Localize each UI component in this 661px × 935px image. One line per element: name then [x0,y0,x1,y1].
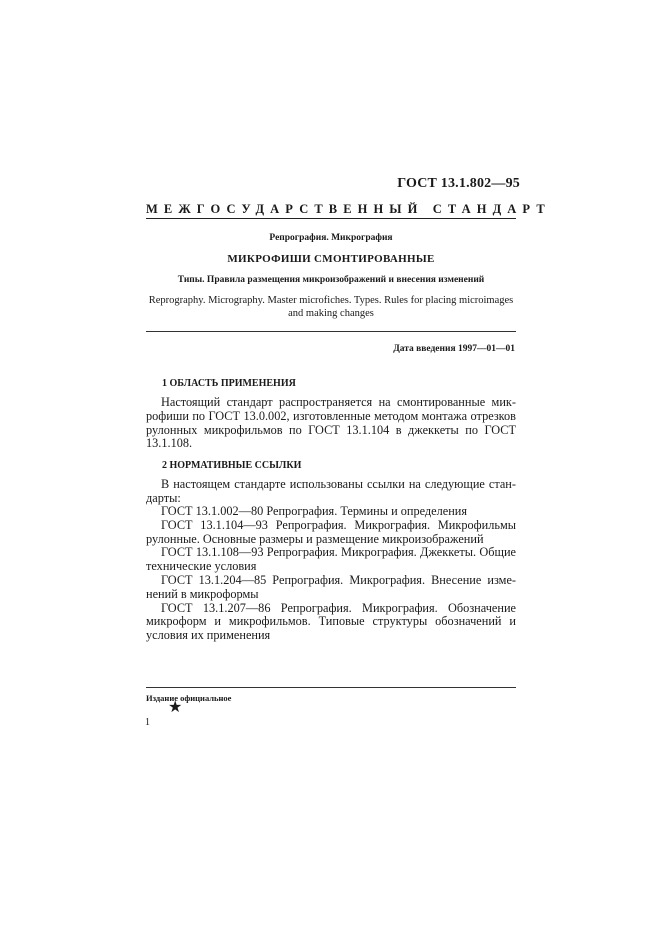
page-number: 1 [145,717,150,728]
subject-line: Репрография. Микрография [269,233,393,243]
section-2-intro [146,478,516,506]
banner-divider [146,218,516,219]
reference-item [146,546,516,574]
english-title [146,294,516,320]
reference-list [146,505,516,643]
document-title: МИКРОФИШИ СМОНТИРОВАННЫЕ [227,253,435,265]
official-edition-label: Издание официальное [146,693,232,703]
reference-item [146,602,516,643]
english-title-line-1: Reprography. Micrography. Master microfiches. Types. Rules for placing microimages [148,295,514,306]
document-subtitle: Типы. Правила размещения микроизображений и внесения изменений [177,275,485,285]
reference-text: ГОСТ 13.1.207—86 Репрография. Микрография. Обозначение микроформ и микрофильмов. Типовые структуры обозначений и условия их применения [146,600,516,643]
section-2-intro-text: В настоящем стандарте использованы ссылки на следующие стан-дарты: [146,477,516,505]
reference-text: ГОСТ 13.1.204—85 Репрография. Микрография. Внесение изме-нений в микроформы [146,572,516,601]
section-1-body: Настоящий стандарт распространяется на смонтированные мик-рофиши по ГОСТ 13.0.002, изготовленные методом монтажа отрезков рулонных микрофильмов по ГОСТ 13.1.104 в джеккеты по ГОСТ 13.1.108. [146,395,516,451]
reference-item [146,505,516,519]
introduction-date: Дата введения 1997—01—01 [393,344,515,354]
reference-item [146,519,516,547]
reference-text: ГОСТ 13.1.104—93 Репрография. Микрография. Микрофильмы рулонные. Основные размеры и размещение микроизображений [146,517,516,546]
document-code: ГОСТ 13.1.802—95 [397,176,520,191]
section-1-text [146,396,516,451]
star-icon: ★ [168,699,183,716]
section-1-heading: 1 ОБЛАСТЬ ПРИМЕНЕНИЯ [162,378,296,389]
reference-text: ГОСТ 13.1.108—93 Репрография. Микрография. Джеккеты. Общие технические условия [146,545,516,574]
footer-divider [146,687,516,688]
section-2-heading: 2 НОРМАТИВНЫЕ ССЫЛКИ [162,460,302,471]
reference-text: ГОСТ 13.1.002—80 Репрография. Термины и определения [161,504,468,518]
reference-item [146,574,516,602]
english-title-line-2: and making changes [288,308,374,319]
standard-banner: МЕЖГОСУДАРСТВЕННЫЙ СТАНДАРТ [146,202,551,216]
title-divider [146,331,516,332]
